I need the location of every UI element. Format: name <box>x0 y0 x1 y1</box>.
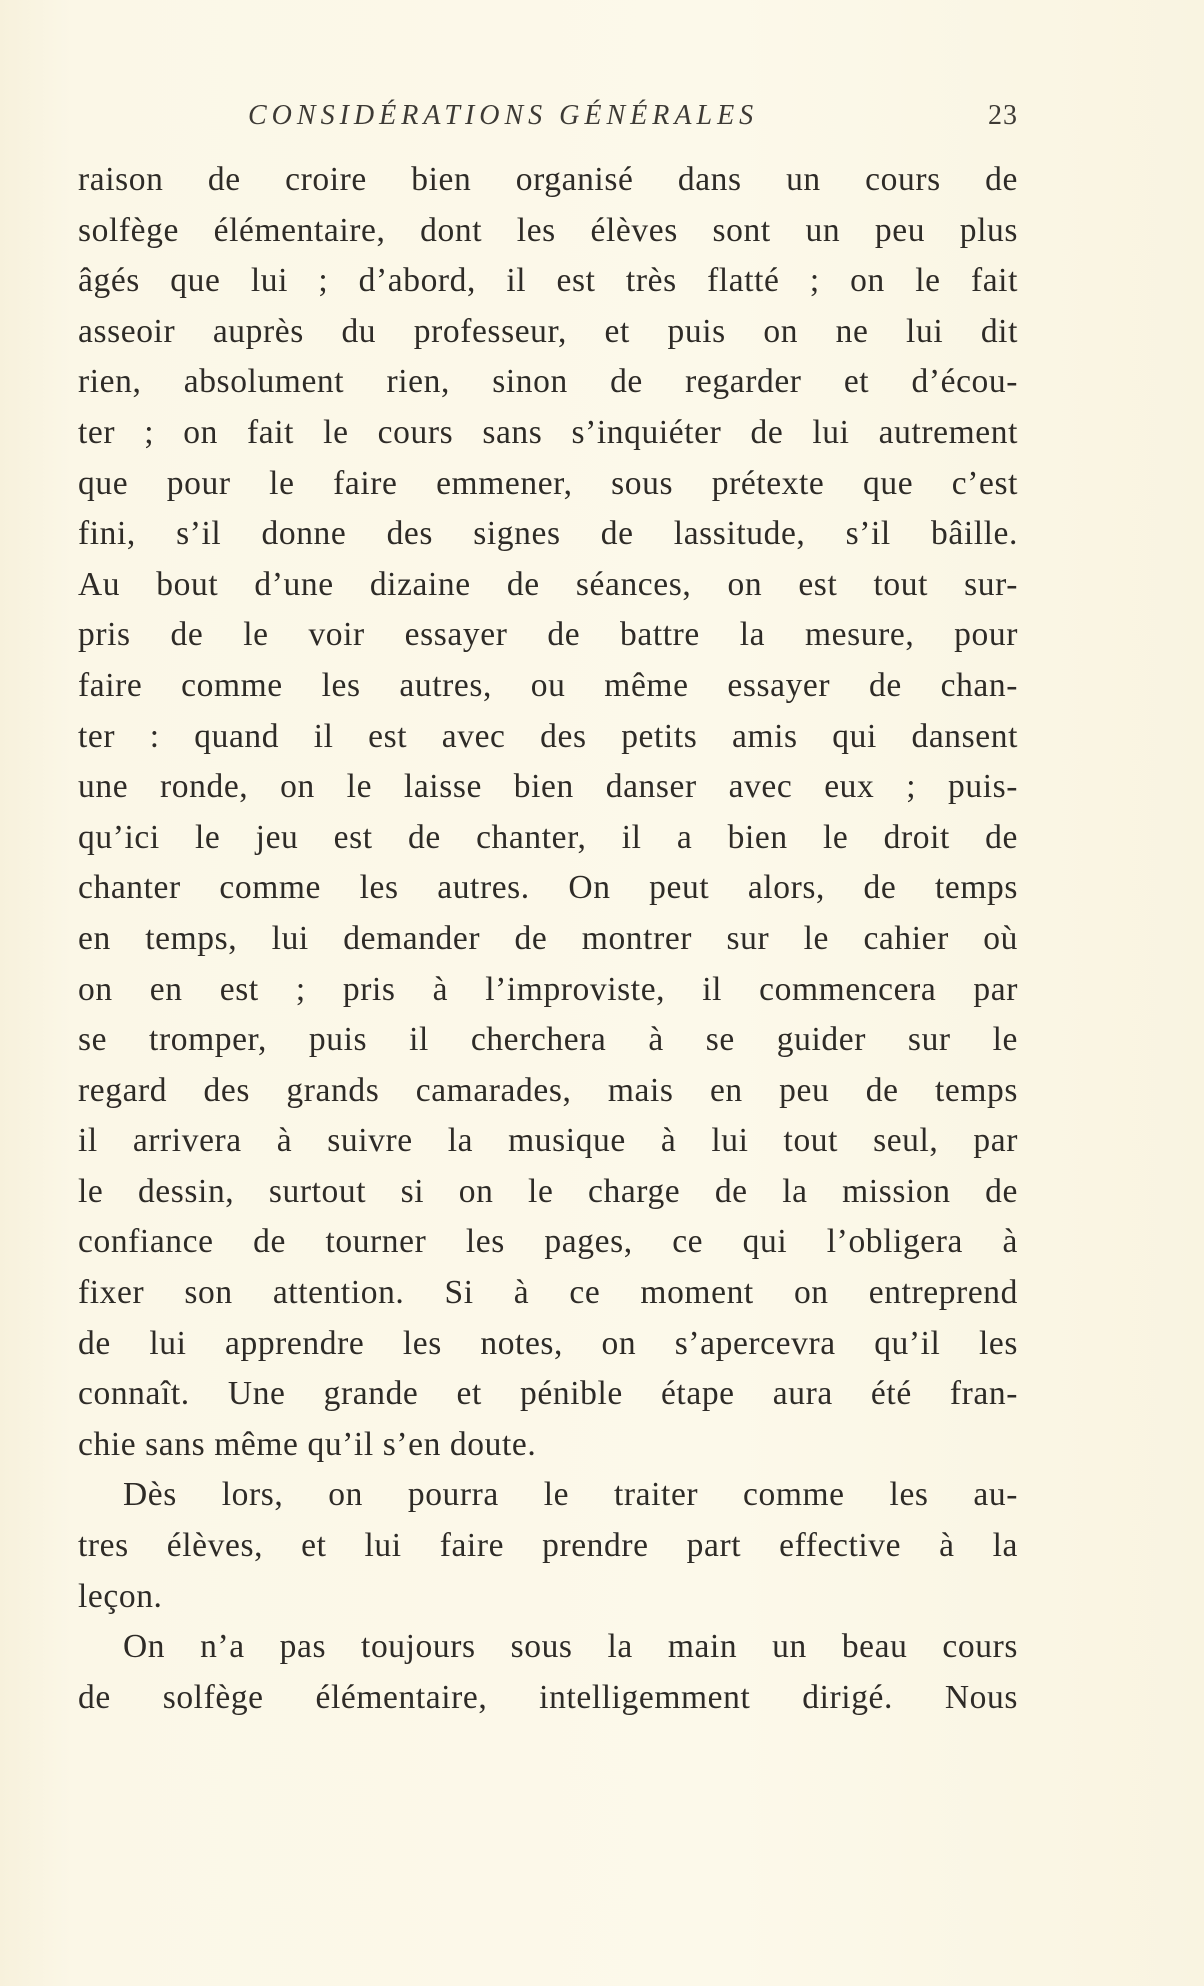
text-line: pris de le voir essayer de battre la mesure, pour <box>78 616 1018 654</box>
text-line: en temps, lui demander de montrer sur le cahier où <box>78 919 1018 957</box>
text-line: de lui apprendre les notes, on s’apercevra qu’il les <box>78 1324 1018 1362</box>
text-line: solfège élémentaire, dont les élèves sont un peu plus <box>78 211 1018 249</box>
text-line: chie sans même qu’il s’en doute. <box>78 1425 537 1463</box>
text-line: ter ; on fait le cours sans s’inquiéter de lui autrement <box>78 413 1018 451</box>
text-line: de solfège élémentaire, intelligemment dirigé. Nous <box>78 1678 1018 1716</box>
text-line: qu’ici le jeu est de chanter, il a bien le droit de <box>78 818 1018 856</box>
text-line: chanter comme les autres. On peut alors, de temps <box>78 869 1018 907</box>
text-line: rien, absolument rien, sinon de regarder et d’écou- <box>78 363 1018 401</box>
text-line: il arrivera à suivre la musique à lui tout seul, par <box>78 1122 1018 1160</box>
text-line: se tromper, puis il cherchera à se guider sur le <box>78 1021 1018 1059</box>
text-line: on en est ; pris à l’improviste, il commencera par <box>78 970 1018 1008</box>
text-line: faire comme les autres, ou même essayer de chan- <box>78 666 1018 704</box>
text-line: fixer son attention. Si à ce moment on entreprend <box>78 1274 1018 1312</box>
text-line: une ronde, on le laisse bien danser avec eux ; puis- <box>78 768 1018 806</box>
text-line: le dessin, surtout si on le charge de la mission de <box>78 1172 1018 1210</box>
text-line: Au bout d’une dizaine de séances, on est tout sur- <box>78 565 1018 603</box>
text-line: raison de croire bien organisé dans un cours de <box>78 161 1018 198</box>
running-title: CONSIDÉRATIONS GÉNÉRALES <box>248 100 759 131</box>
text-line: âgés que lui ; d’abord, il est très flatté ; on le fait <box>78 262 1018 300</box>
text-line: ter : quand il est avec des petits amis qui dansent <box>78 717 1018 755</box>
text-line: que pour le faire emmener, sous prétexte que c’est <box>78 464 1018 502</box>
page-number: 23 <box>988 100 1018 131</box>
text-line: regard des grands camarades, mais en peu de temps <box>78 1071 1018 1109</box>
text-line: asseoir auprès du professeur, et puis on ne lui dit <box>78 312 1018 350</box>
text-line: On n’a pas toujours sous la main un beau cours <box>123 1628 1018 1666</box>
text-line: fini, s’il donne des signes de lassitude, s’il bâille. <box>78 515 1018 553</box>
text-line: leçon. <box>78 1577 163 1615</box>
running-head <box>78 100 1018 140</box>
body-text <box>78 155 1018 1723</box>
text-line: Dès lors, on pourra le traiter comme les au- <box>123 1476 1018 1514</box>
text-line: tres élèves, et lui faire prendre part effective à la <box>78 1527 1018 1565</box>
text-line: confiance de tourner les pages, ce qui l’obligera à <box>78 1223 1018 1261</box>
text-line: connaît. Une grande et pénible étape aura été fran- <box>78 1375 1018 1413</box>
